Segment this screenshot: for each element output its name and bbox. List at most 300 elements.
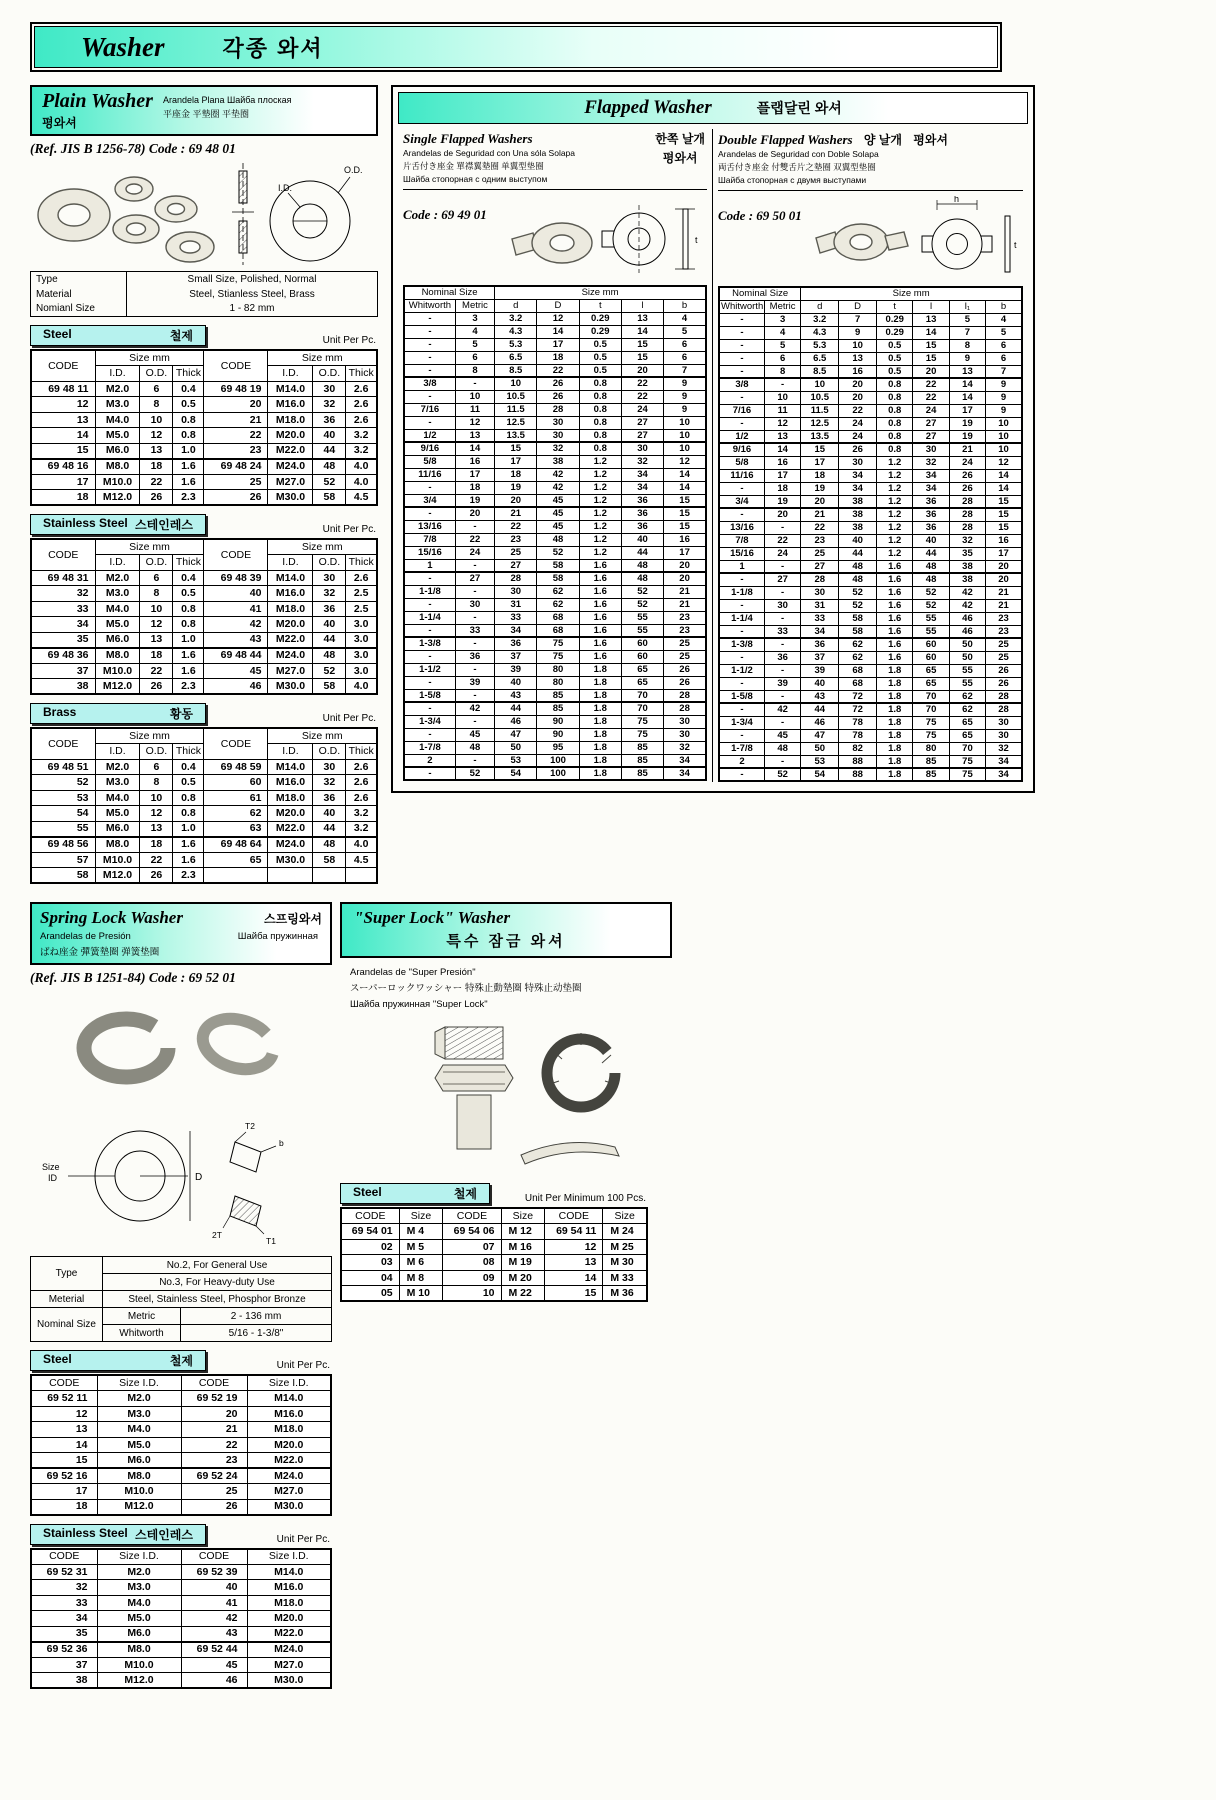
plain-brass-table	[30, 727, 378, 884]
super-lock-alt-es: Arandelas de "Super Presión"	[350, 967, 476, 978]
col-header-nominal-size: Nominal Size	[404, 286, 495, 299]
table-header	[341, 1208, 647, 1224]
table-row: 1-1/2 - 39 68 1.8 65 55 26	[719, 664, 1022, 677]
table-row: 37 M10.0 22 1.6 45 M27.0 52 3.0	[31, 663, 377, 679]
table-row: 11/16 17 18 34 1.2 34 26 14	[719, 469, 1022, 482]
spec-row	[31, 1257, 332, 1274]
single-flapped-drawing	[507, 195, 707, 281]
single-flapped-title: Single Flapped Washers	[403, 131, 533, 146]
col-header-whitworth: Whitworth	[721, 301, 764, 312]
spec-row	[31, 287, 378, 302]
spring-diagram-front	[68, 1131, 190, 1221]
col-header-thick: Thick	[346, 366, 377, 382]
table-row: 13/16 - 22 45 1.2 36 15	[404, 520, 706, 533]
plain-alt-cjk: 平座金 平墊圈 平垫圈	[162, 109, 249, 120]
table-row: 12 M3.0 8 0.5 20 M16.0 32 2.6	[31, 397, 377, 413]
table-row: 13 M4.0 10 0.8 21 M18.0 36 2.6	[31, 412, 377, 428]
spec-type-value-2: No.3, For Heavy-duty Use	[103, 1274, 332, 1291]
unit-label: Unit Per Pc.	[322, 713, 376, 724]
col-header-size-mm: Size mm	[95, 728, 204, 744]
table-row: - 12 12.5 30 0.8 27 10	[404, 416, 706, 429]
table-row: - 30 31 52 1.6 52 42 21	[719, 599, 1022, 612]
plain-washer-section	[30, 85, 378, 884]
table-row: - 52 54 88 1.8 85 75 34	[719, 768, 1022, 781]
table-row: - 10 10.5 26 0.8 22 9	[404, 390, 706, 403]
table-row: 38 M12.0 26 2.3 46 M30.0 58 4.0	[31, 679, 377, 695]
table-row: 35 M6.0 13 1.0 43 M22.0 44 3.0	[31, 632, 377, 648]
table-row: - 5 5.3 10 0.5 15 8 6	[719, 339, 1022, 352]
col-header-od: O.D.	[140, 366, 173, 382]
table-row: 7/8 22 23 48 1.2 40 16	[404, 533, 706, 546]
spring-stainless-subheader	[30, 1524, 206, 1545]
col-header-size-mm: Size mm	[95, 539, 204, 555]
bottom-row	[30, 902, 1216, 1689]
table-row: - 20 21 45 1.2 36 15	[404, 507, 706, 520]
spring-alt-es: Arandelas de Presión	[40, 931, 131, 942]
super-lock-header	[340, 902, 672, 958]
double-flapped-alt-cjk: 両舌付き座金 付雙舌片之墊圈 双翼型垫圈	[718, 161, 876, 172]
bolt-and-nut-drawing	[435, 1027, 513, 1149]
plain-spec-table	[30, 271, 378, 317]
table-row: 69 52 16 M8.0 69 52 24 M24.0	[31, 1468, 331, 1484]
unit-label: Unit Per Pc.	[322, 524, 376, 535]
table-row: 1-3/4 - 46 78 1.8 75 65 30	[719, 716, 1022, 729]
spring-alt-ru: Шайба пружинная	[237, 931, 318, 942]
material-name: Brass	[43, 705, 77, 719]
spec-row	[31, 1291, 332, 1308]
table-row: 05 M 10 10 M 22 15 M 36	[341, 1286, 647, 1302]
spec-material-value: Steel, Stainless Steel, Phosphor Bronze	[103, 1291, 332, 1308]
t1-dim-label: T1	[266, 1236, 276, 1246]
col-header-od: O.D.	[313, 744, 346, 760]
col-header-od: O.D.	[140, 744, 173, 760]
plain-stainless-subheader-row	[30, 514, 378, 535]
table-row: 5/8 16 17 30 1.2 32 24 12	[719, 456, 1022, 469]
flapped-washer-header	[398, 92, 1028, 124]
unit-label: Unit Per Pc.	[276, 1360, 330, 1371]
material-name: Stainless Steel	[43, 516, 128, 530]
2t-dim-label: 2T	[212, 1230, 222, 1240]
double-flapped-kr1: 양 날개	[863, 133, 902, 147]
super-lock-section	[340, 902, 678, 1302]
spec-material-value: Steel, Stianless Steel, Brass	[189, 288, 315, 300]
table-row: 3/8 - 10 26 0.8 22 9	[404, 377, 706, 390]
spec-nominal-label: Nomianl Size	[31, 302, 127, 317]
table-row: - 42 44 72 1.8 70 62 28	[719, 703, 1022, 716]
table-row: 7/16 11 11.5 22 0.8 24 17 9	[719, 404, 1022, 417]
table-header	[31, 539, 377, 570]
table-row: 69 48 31 M2.0 6 0.4 69 48 39 M14.0 30 2.6	[31, 570, 377, 586]
spec-row	[31, 272, 378, 287]
table-row: 1-7/8 48 50 82 1.8 80 70 32	[719, 742, 1022, 755]
col-header-od: O.D.	[313, 555, 346, 571]
single-flapped-code-row	[403, 190, 707, 285]
table-row: 33 M4.0 41 M18.0	[31, 1595, 331, 1611]
h-dim-label: h	[954, 196, 960, 205]
table-row: - 39 40 80 1.8 65 26	[404, 676, 706, 689]
table-row: 1-1/4 - 33 58 1.6 55 46 23	[719, 612, 1022, 625]
plain-title-block	[42, 91, 153, 131]
spec-type-value-1: No.2, For General Use	[103, 1257, 332, 1274]
double-flapped-column	[713, 129, 1028, 782]
table-row: - 18 19 42 1.2 34 14	[404, 481, 706, 494]
col-header-code: CODE	[31, 539, 95, 570]
table-row: 17 M10.0 25 M27.0	[31, 1484, 331, 1500]
col-header-code: CODE	[204, 728, 268, 759]
col-header-d: d	[495, 299, 537, 312]
od-dim-label: O.D.	[344, 165, 363, 175]
table-row: 1-3/8 - 36 75 1.6 60 25	[404, 637, 706, 650]
material-name: Stainless Steel	[43, 1525, 128, 1540]
table-row: - 27 28 48 1.6 48 38 20	[719, 573, 1022, 586]
table-row: 69 54 01 M 4 69 54 06 M 12 69 54 11 M 24	[341, 1224, 647, 1240]
col-header-code: CODE	[31, 728, 95, 759]
spring-title-row	[40, 908, 322, 928]
table-row: 03 M 6 08 M 19 13 M 30	[341, 1255, 647, 1271]
table-row: - 20 21 38 1.2 36 28 15	[719, 508, 1022, 521]
table-row: 32 M3.0 8 0.5 40 M16.0 32 2.5	[31, 586, 377, 602]
table-row: 9/16 14 15 32 0.8 30 10	[404, 442, 706, 455]
double-flapped-table	[718, 286, 1023, 782]
super-lock-alt-ru: Шайба пружинная "Super Lock"	[350, 999, 488, 1011]
col-header-code: CODE	[341, 1208, 399, 1224]
t-dim-label: t	[695, 235, 698, 246]
table-row: 7/16 11 11.5 28 0.8 24 9	[404, 403, 706, 416]
lock-tab-washer-drawing	[521, 1143, 619, 1165]
plain-stainless-table	[30, 538, 378, 695]
spring-washer-photos	[56, 988, 306, 1100]
lock-ring-drawing	[547, 1033, 617, 1107]
col-header-size-id: Size I.D.	[247, 1375, 331, 1391]
col-header-D: D	[537, 299, 579, 312]
table-row: - 45 47 78 1.8 75 65 30	[719, 729, 1022, 742]
single-flapped-alt-ru: Шайба стопорная с одним выступом	[403, 173, 548, 184]
table-row: - 36 37 62 1.6 60 50 25	[719, 651, 1022, 664]
spec-nominal-whitworth-value: 5/16 - 1-3/8"	[181, 1325, 332, 1342]
spring-washer-left	[84, 1019, 168, 1077]
material-name-kr: 철제	[453, 1187, 477, 1202]
single-flapped-code: Code : 69 49 01	[403, 207, 487, 223]
col-header-l: l	[913, 300, 949, 313]
col-header-id: I.D.	[95, 366, 140, 382]
table-row: 1-3/8 - 36 62 1.6 60 50 25	[719, 638, 1022, 651]
t2-dim-label: T2	[245, 1121, 255, 1131]
table-row: 04 M 8 09 M 20 14 M 33	[341, 1270, 647, 1286]
col-header-code: CODE	[181, 1549, 247, 1565]
table-row: 69 48 56 M8.0 18 1.6 69 48 64 M24.0 48 4.0	[31, 837, 377, 853]
col-header-id: I.D.	[268, 555, 313, 571]
flapped-columns	[398, 129, 1028, 782]
super-steel-subheader	[340, 1183, 490, 1204]
col-header-D: D	[839, 300, 877, 313]
table-row: 58 M12.0 26 2.3	[31, 868, 377, 884]
plain-alt-block	[163, 91, 292, 131]
top-row	[30, 85, 1216, 884]
col-header-code: CODE	[31, 1549, 97, 1565]
spec-material-label: Material	[31, 287, 127, 302]
table-row: 34 M5.0 42 M20.0	[31, 1611, 331, 1627]
D-dim-label: D	[195, 1172, 203, 1183]
table-row: 69 52 36 M8.0 69 52 44 M24.0	[31, 1642, 331, 1658]
col-header-size-id: Size I.D.	[97, 1375, 181, 1391]
spring-alt-row	[40, 931, 322, 942]
table-row: - 27 28 58 1.6 48 20	[404, 572, 706, 585]
plain-washer-header	[30, 85, 378, 136]
spring-title-kr: 스프링와셔	[264, 912, 322, 926]
col-header-size-mm: Size mm	[801, 287, 1022, 300]
col-header-t: t	[579, 299, 621, 312]
table-row: 2 - 53 100 1.8 85 34	[404, 754, 706, 767]
page-title-frame	[30, 22, 1002, 72]
material-name: Steel	[43, 327, 72, 341]
double-flapped-alt-ru: Шайба стопорная с двумя выступами	[718, 174, 867, 185]
table-row: 35 M6.0 43 M22.0	[31, 1626, 331, 1642]
double-flapped-header	[718, 129, 1023, 191]
plain-brass-subheader	[30, 703, 206, 724]
table-row: 5/8 16 17 38 1.2 32 12	[404, 455, 706, 468]
spring-steel-subheader	[30, 1350, 206, 1371]
spring-alt-cjk: ばね座金 彈簧墊圈 弹簧垫圈	[40, 947, 160, 958]
col-header-code: CODE	[204, 539, 268, 570]
col-header-size-id: Size I.D.	[247, 1549, 331, 1565]
col-header-l1: l₁	[949, 300, 985, 313]
super-lock-alt-block	[350, 965, 678, 1013]
double-flapped-photo	[816, 224, 908, 260]
table-row: 32 M3.0 40 M16.0	[31, 1580, 331, 1596]
col-header-code: CODE	[31, 1375, 97, 1391]
spec-type-label: Type	[31, 272, 127, 287]
spec-type-value: Small Size, Polished, Normal	[187, 273, 317, 285]
table-row: 1-1/2 - 39 80 1.8 65 26	[404, 663, 706, 676]
single-flapped-kr	[655, 130, 705, 168]
t-dim-label: t	[1014, 240, 1017, 251]
table-row: - 33 34 58 1.6 55 46 23	[719, 625, 1022, 638]
table-row: - 4 4.3 14 0.29 14 5	[404, 325, 706, 338]
double-flapped-title	[718, 131, 1023, 148]
table-header	[719, 287, 1022, 313]
table-header	[31, 1375, 331, 1391]
spec-type-label: Type	[31, 1257, 103, 1291]
table-row: 37 M10.0 45 M27.0	[31, 1657, 331, 1673]
table-row: 13 M4.0 21 M18.0	[31, 1422, 331, 1438]
table-row: 15/16 24 25 52 1.2 44 17	[404, 546, 706, 559]
table-row: 69 52 31 M2.0 69 52 39 M14.0	[31, 1564, 331, 1580]
super-lock-alt-cjk: スーパーロックワッシャー 特殊止動墊圈 特殊止动垫圈	[350, 983, 582, 995]
col-header-size-mm: Size mm	[95, 350, 204, 366]
spec-nominal-metric-label: Metric	[103, 1308, 181, 1325]
col-header-thick: Thick	[173, 744, 204, 760]
table-row: - 8 8.5 16 0.5 20 13 7	[719, 365, 1022, 378]
spring-steel-subheader-row	[30, 1350, 332, 1371]
single-flapped-header	[403, 129, 707, 190]
col-header-code: CODE	[545, 1208, 603, 1224]
unit-label: Unit Per Pc.	[322, 335, 376, 346]
spec-nominal-metric-value: 2 - 136 mm	[181, 1308, 332, 1325]
table-row: 15 M6.0 23 M22.0	[31, 1453, 331, 1469]
table-row: - 18 19 34 1.2 34 26 14	[719, 482, 1022, 495]
table-row: 1-7/8 48 50 95 1.8 85 32	[404, 741, 706, 754]
col-header-thick: Thick	[346, 744, 377, 760]
plain-title-kr: 평와셔	[42, 116, 77, 130]
table-row: 1-1/8 - 30 62 1.6 52 21	[404, 585, 706, 598]
single-flapped-alt-es: Arandelas de Seguridad con Una sóla Solapa	[403, 148, 576, 158]
table-row: 9/16 14 15 26 0.8 30 21 10	[719, 443, 1022, 456]
super-steel-subheader-row	[340, 1183, 648, 1204]
table-row: - 36 37 75 1.6 60 25	[404, 650, 706, 663]
material-name-kr: 스테인레스	[135, 1527, 193, 1542]
material-name: Steel	[43, 1352, 72, 1366]
table-row: 53 M4.0 10 0.8 61 M18.0 36 2.6	[31, 790, 377, 806]
table-row: 1-5/8 - 43 85 1.8 70 28	[404, 689, 706, 702]
super-lock-title: "Super Lock" Washer	[354, 908, 511, 927]
double-flapped-alt-es: Arandelas de Seguridad con Doble Solapa	[718, 149, 879, 159]
plain-steel-subheader-row	[30, 325, 378, 346]
unit-label: Unit Per Pc.	[276, 1533, 330, 1545]
table-row: 11/16 17 18 42 1.2 34 14	[404, 468, 706, 481]
plain-stainless-subheader	[30, 514, 206, 535]
material-name-kr: 철제	[169, 329, 193, 343]
super-lock-table-area	[340, 1183, 648, 1302]
table-row: 57 M10.0 22 1.6 65 M30.0 58 4.5	[31, 852, 377, 868]
double-flapped-kr2: 평와셔	[913, 133, 948, 147]
table-row: 3/8 - 10 20 0.8 22 14 9	[719, 378, 1022, 391]
table-row: - 8 8.5 22 0.5 20 7	[404, 364, 706, 377]
table-row: 52 M3.0 8 0.5 60 M16.0 32 2.6	[31, 775, 377, 791]
col-header-thick: Thick	[173, 555, 204, 571]
col-header-size-id: Size I.D.	[97, 1549, 181, 1565]
table-row: - 30 31 62 1.6 52 21	[404, 598, 706, 611]
col-header-id: I.D.	[95, 555, 140, 571]
size-id-label: Size	[42, 1162, 60, 1172]
page-title: Washer	[81, 31, 165, 62]
col-header-size-mm: Size mm	[495, 286, 706, 299]
table-row: 1 - 27 48 1.6 48 38 20	[719, 560, 1022, 573]
table-row: 1/2 13 13.5 24 0.8 27 19 10	[719, 430, 1022, 443]
col-header-size: Size	[399, 1208, 443, 1224]
table-row: 69 48 11 M2.0 6 0.4 69 48 19 M14.0 30 2.6	[31, 381, 377, 397]
spring-washer-right	[197, 1011, 279, 1077]
col-header-code: CODE	[204, 350, 268, 381]
page-title-bar	[34, 26, 998, 68]
table-row: - 3 3.2 12 0.29 13 4	[404, 312, 706, 325]
col-header-nominal-size: Nominal Size	[719, 287, 801, 300]
single-flapped-photo	[512, 223, 592, 263]
col-header-code: CODE	[31, 350, 95, 381]
table-row: - 6 6.5 13 0.5 15 9 6	[719, 352, 1022, 365]
size-id-label2: ID	[48, 1173, 57, 1183]
table-row: 3/4 19 20 45 1.2 36 15	[404, 494, 706, 507]
col-header-b: b	[986, 300, 1022, 313]
single-flapped-kr2: 평와셔	[662, 151, 698, 166]
table-header	[31, 728, 377, 759]
spec-row	[31, 302, 378, 317]
col-header-size-mm: Size mm	[268, 350, 377, 366]
col-header-od: O.D.	[140, 555, 173, 571]
spring-ref-code: (Ref. JIS B 1251-84) Code : 69 52 01	[30, 970, 236, 985]
table-row: - 45 47 90 1.8 75 30	[404, 728, 706, 741]
table-row: 3/4 19 20 38 1.2 36 28 15	[719, 495, 1022, 508]
plain-ref-code: (Ref. JIS B 1256-78) Code : 69 48 01	[30, 141, 236, 156]
spec-row	[31, 1308, 332, 1325]
plain-brass-subheader-row	[30, 703, 378, 724]
table-row: 69 52 11 M2.0 69 52 19 M14.0	[31, 1391, 331, 1407]
b-dim-label: b	[279, 1138, 284, 1148]
spring-stainless-table	[30, 1548, 332, 1690]
plain-steel-subheader	[30, 325, 206, 346]
flapped-washer-section	[391, 85, 1035, 793]
double-flapped-code-row	[718, 191, 1023, 286]
single-flapped-alt-cjk: 片舌付き座金 單襟翼墊圈 单翼型垫圈	[403, 160, 544, 171]
super-lock-table	[340, 1207, 648, 1302]
single-flapped-table	[403, 285, 707, 781]
table-row: 1/2 13 13.5 30 0.8 27 10	[404, 429, 706, 442]
col-header-id: I.D.	[268, 366, 313, 382]
table-row: 15 M6.0 13 1.0 23 M22.0 44 3.2	[31, 443, 377, 459]
table-row: 14 M5.0 12 0.8 22 M20.0 40 3.2	[31, 428, 377, 444]
id-dim-label: I.D.	[278, 183, 293, 193]
table-row: 18 M12.0 26 2.3 26 M30.0 58 4.5	[31, 490, 377, 506]
table-row: 33 M4.0 10 0.8 41 M18.0 36 2.5	[31, 601, 377, 617]
double-flapped-diagram	[922, 200, 1010, 272]
washer-section-view	[232, 163, 254, 265]
super-lock-drawing	[359, 1015, 659, 1175]
spec-nominal-value: 1 - 82 mm	[229, 303, 275, 315]
table-row: 69 48 16 M8.0 18 1.6 69 48 24 M24.0 48 4.0	[31, 459, 377, 475]
material-name-kr: 스테인레스	[135, 518, 193, 532]
spring-diagram-section	[223, 1132, 276, 1234]
washers-photo	[38, 177, 214, 262]
table-row: 15/16 24 25 44 1.2 44 35 17	[719, 547, 1022, 560]
col-header-code: CODE	[181, 1375, 247, 1391]
material-name-kr: 철제	[169, 1354, 193, 1368]
table-row: 17 M10.0 22 1.6 25 M27.0 52 4.0	[31, 474, 377, 490]
double-flapped-drawing	[813, 196, 1023, 282]
col-header-od: O.D.	[313, 366, 346, 382]
spring-steel-table	[30, 1374, 332, 1516]
table-row: 69 48 51 M2.0 6 0.4 69 48 59 M14.0 30 2.6	[31, 759, 377, 775]
col-header-size-mm: Size mm	[268, 728, 377, 744]
table-header	[31, 350, 377, 381]
double-flapped-code: Code : 69 50 01	[718, 208, 802, 224]
col-header-thick: Thick	[173, 366, 204, 382]
col-header-l: l	[621, 299, 663, 312]
table-row: - 10 10.5 20 0.8 22 14 9	[719, 391, 1022, 404]
spec-nominal-label: Nominal Size	[31, 1308, 103, 1342]
table-row: 7/8 22 23 40 1.2 40 32 16	[719, 534, 1022, 547]
spring-washer-diagram	[30, 1102, 310, 1250]
table-row: - 33 34 68 1.6 55 23	[404, 624, 706, 637]
spring-title: Spring Lock Washer	[40, 908, 183, 927]
table-row: 34 M5.0 12 0.8 42 M20.0 40 3.0	[31, 617, 377, 633]
table-row: - 3 3.2 7 0.29 13 5 4	[719, 313, 1022, 326]
table-row: 13/16 - 22 38 1.2 36 28 15	[719, 521, 1022, 534]
col-header-id: I.D.	[268, 744, 313, 760]
table-row: - 42 44 85 1.8 70 28	[404, 702, 706, 715]
table-row: 02 M 5 07 M 16 12 M 25	[341, 1239, 647, 1255]
plain-alt-es-ru: Arandela Plana Шайба плоская	[162, 95, 292, 105]
col-header-size: Size	[501, 1208, 545, 1224]
table-row: 38 M12.0 46 M30.0	[31, 1673, 331, 1689]
table-row: 69 48 36 M8.0 18 1.6 69 48 44 M24.0 48 3.0	[31, 648, 377, 664]
material-name-kr: 황동	[169, 707, 193, 721]
plain-title: Plain Washer	[42, 90, 153, 112]
table-row: - 52 54 100 1.8 85 34	[404, 767, 706, 780]
plain-washer-drawing	[30, 159, 366, 269]
spring-stainless-subheader-row	[30, 1524, 332, 1545]
flapped-title-kr: 플랩달린 와셔	[756, 100, 842, 116]
spec-material-label: Meterial	[31, 1291, 103, 1308]
plain-steel-table	[30, 349, 378, 506]
